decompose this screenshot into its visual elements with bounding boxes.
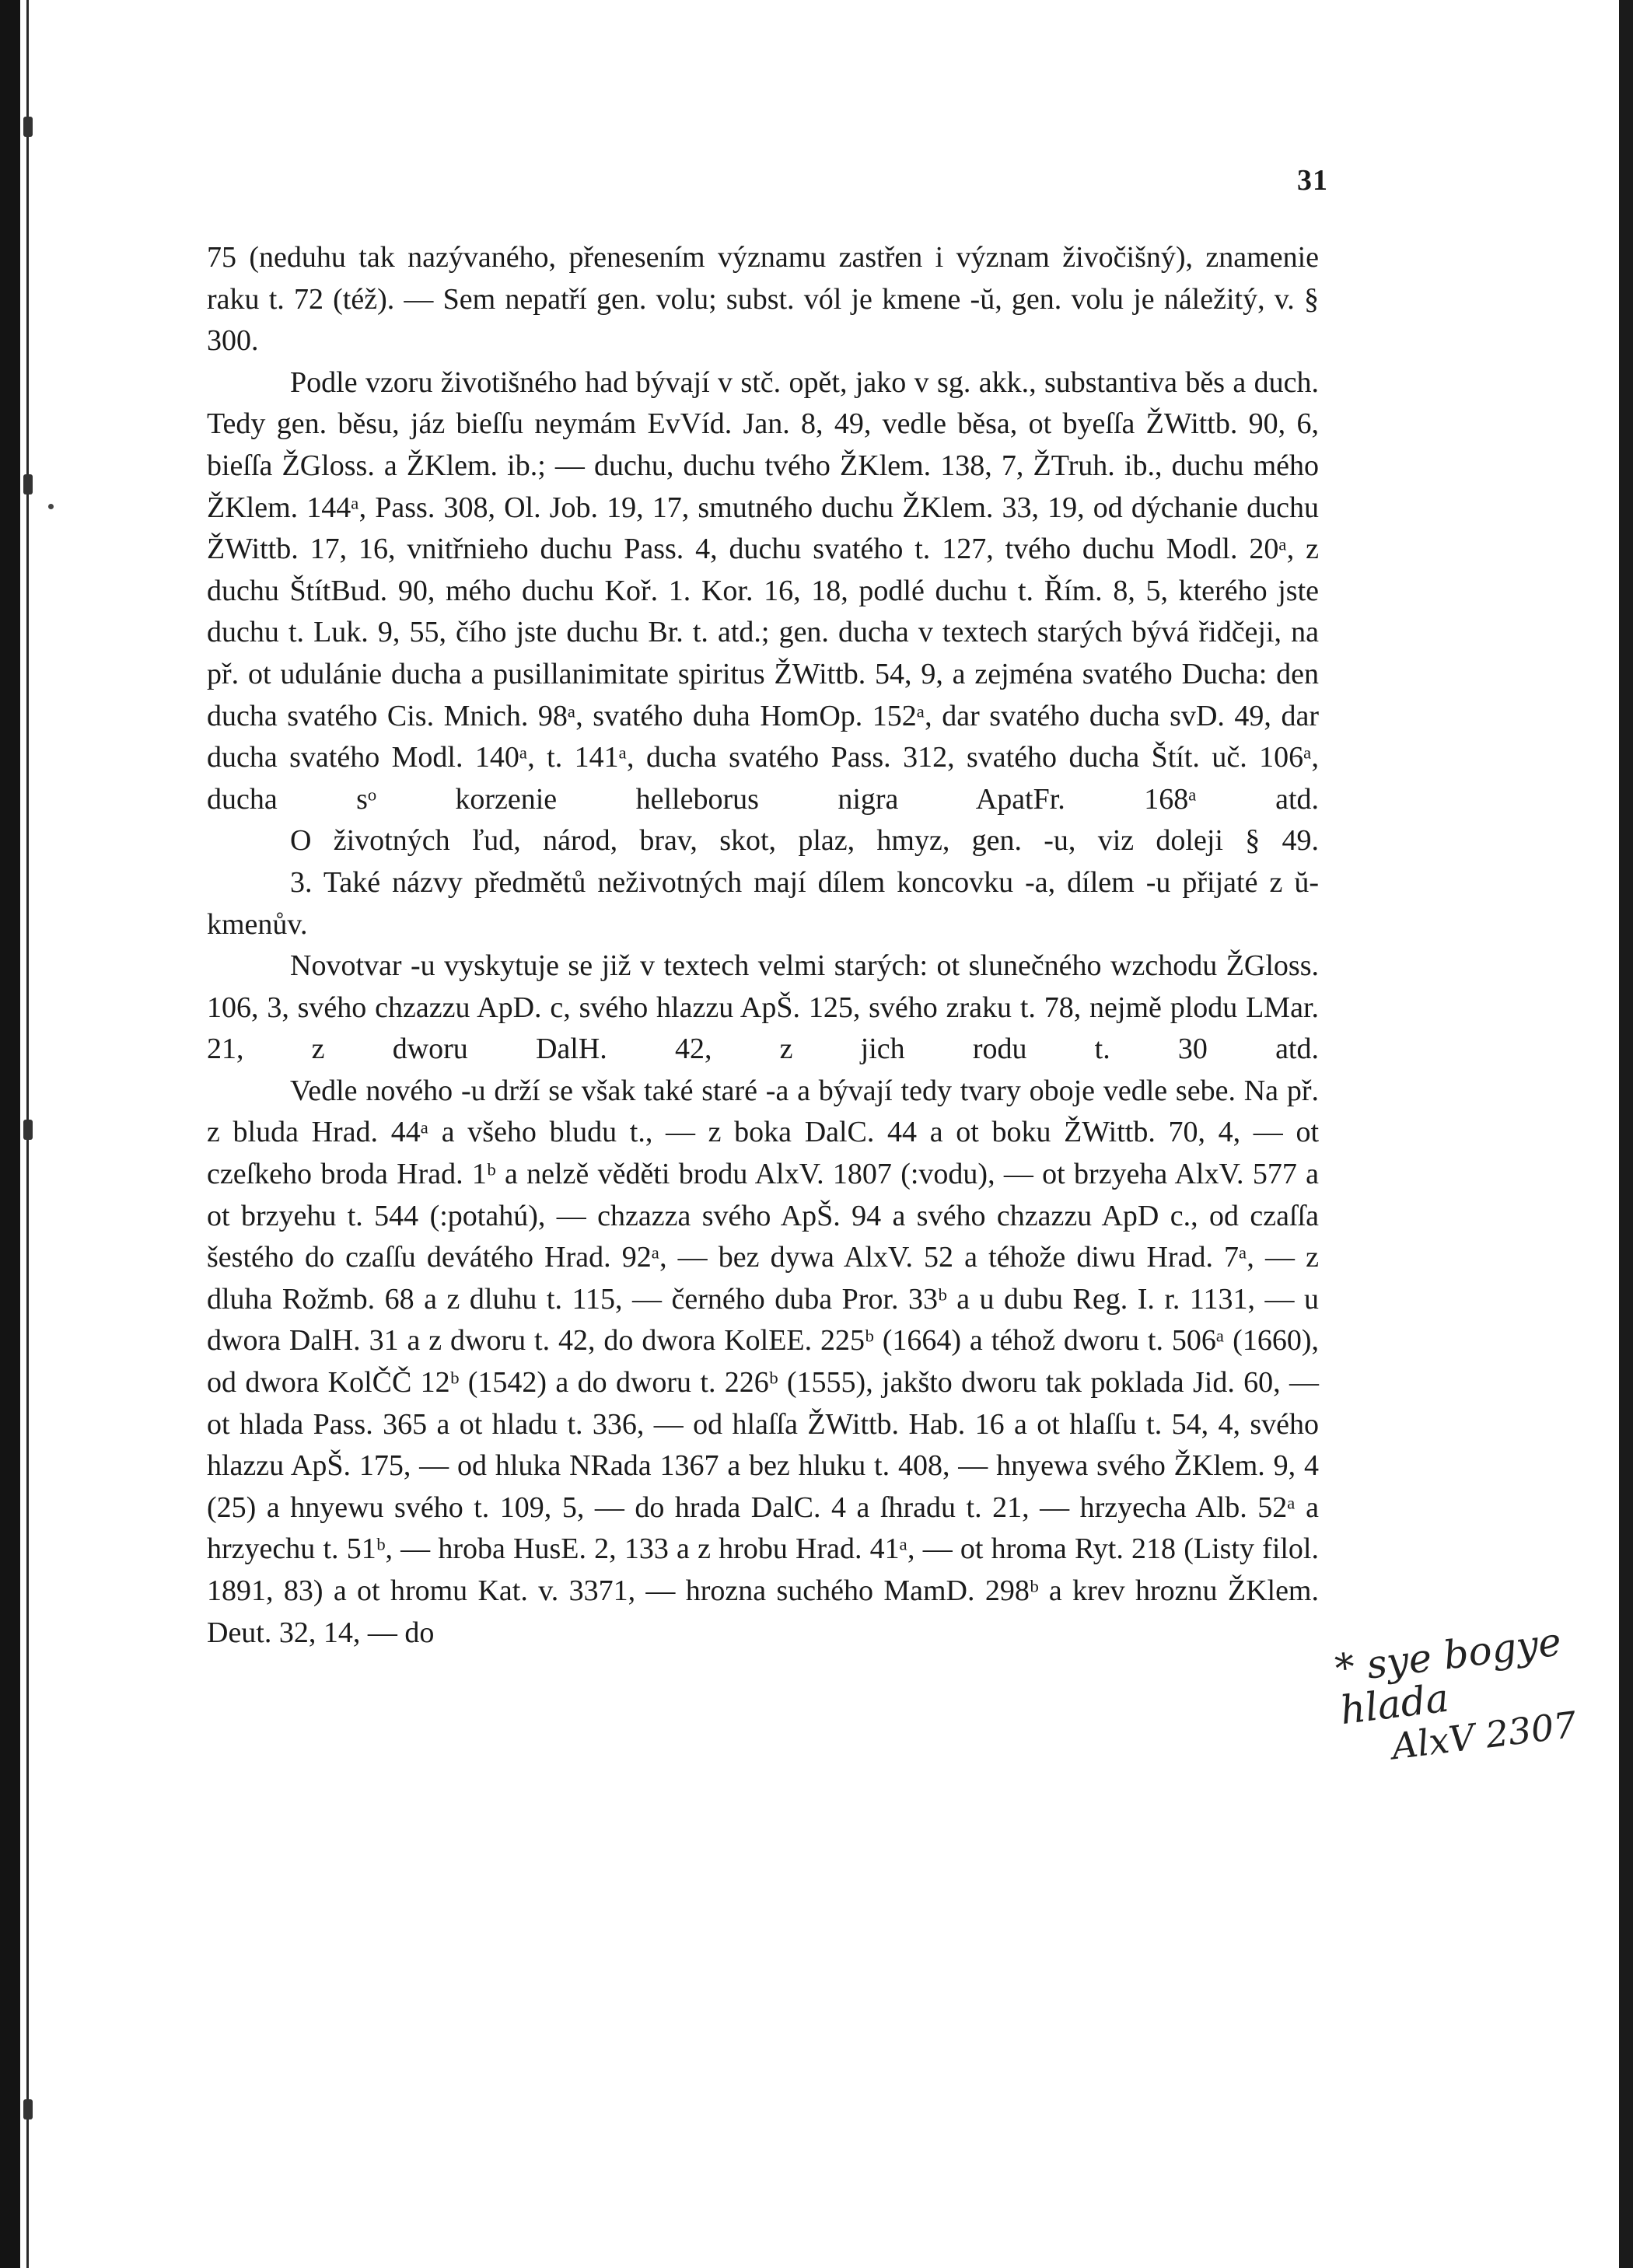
paragraph: Podle vzoru životišného had bývají v stč. opět, jako v sg. akk., substantiva běs a duch. Tedy gen. běsu, jáz bieſſu neymám EvVíd. Jan. 8, 49, vedle běsa, ot byeſſa ŽWittb. 90, 6, bieſſa ŽGloss. a ŽKlem. ib.; — duchu, duchu tvého ŽKlem. 138, 7, ŽTruh. ib., duchu mého ŽKlem. 144ᵃ, Pass. 308, Ol. Job. 19, 17, smutného duchu ŽKlem. 33, 19, od dýchanie duchu ŽWittb. 17, 16, vnitřnieho duchu Pass. 4, duchu svatého t. 127, tvého duchu Modl. 20ᵃ, z duchu ŠtítBud. 90, mého duchu Koř. 1. Kor. 16, 18, podlé duchu t. Řím. 8, 5, kterého jste duchu t. Luk. 9, 55, čího jste duchu Br. t. atd.; gen. ducha v textech starých bývá řidčeji, na př. ot udulánie ducha a pusillanimitate spiritus ŽWittb. 54, 9, a zejména svatého Ducha: den ducha svatého Cis. Mnich. 98ᵃ, svatého duha HomOp. 152ᵃ, dar svatého ducha svD. 49, dar ducha svatého Modl. 140ᵃ, t. 141ᵃ, ducha svatého Pass. 312, svatého ducha Štít. uč. 106ᵃ, ducha sᵒ korzenie helleborus nigra ApatFr. 168ᵃ atd. (207, 365, 1319, 816)
binding-mark (23, 2099, 33, 2119)
paragraph: O životných ľud, národ, brav, skot, plaz, hmyz, gen. -u, viz doleji § 49. (290, 824, 1319, 858)
paragraph: 75 (neduhu tak nazývaného, přenesením významu zastřen i význam živočišný), znamenie raku t. 72 (též). — Sem nepatří gen. volu; subst. vól je kmene -ŭ, gen. volu je náležitý, v. § 300. (207, 241, 1319, 358)
paragraph: Novotvar -u vyskytuje se již v textech velmi starých: ot slunečného wzchodu ŽGloss. 106, 3, svého chzazzu ApD. c, svého hlazzu ApŠ. 125, svého zraku t. 78, nejmě plodu LMar. 21, z dworu DalH. 42, z jich rodu t. 30 atd. (207, 949, 1319, 1066)
scan-border-right (1619, 0, 1633, 2268)
handwritten-margin-note (1333, 1613, 1633, 1774)
binding-mark (23, 117, 33, 137)
margin-note-line: AlxV 2307 (1389, 1703, 1579, 1768)
page-number: 31 (1297, 164, 1328, 197)
binding-mark (23, 1120, 33, 1140)
paragraph: Vedle nového -u drží se však také staré -a a bývají tedy tvary oboje vedle sebe. Na př. z bluda Hrad. 44ᵃ a všeho bludu t., — z boka DalC. 44 a ot boku ŽWittb. 70, 4, — ot czeſkeho broda Hrad. 1ᵇ a nelzě věděti brodu AlxV. 1807 (:vodu), — ot brzyeha AlxV. 577 a ot brzyehu t. 544 (:potahú), — chzazza svého ApŠ. 94 a svého chzazzu ApD c., od czaſſa šestého do czaſſu devátého Hrad. 92ᵃ, — bez dywa AlxV. 52 a téhože diwu Hrad. 7ᵃ, — z dluha Rožmb. 68 a z dluhu t. 115, — černého duba Pror. 33ᵇ a u dubu Reg. I. r. 1131, — u dwora DalH. 31 a z dworu t. 42, do dwora KolEE. 225ᵇ (1664) a téhož dworu t. 506ᵃ (1660), od dwora KolČČ 12ᵇ (1542) a do dworu t. 226ᵇ (1555), jakšto dworu tak poklada Jid. 60, — ot hlada Pass. 365 a ot hladu t. 336, — od hlaſſa ŽWittb. Hab. 16 a ot hlaſſu t. 54, 4, svého hlazzu ApŠ. 175, — od hluka NRada 1367 a bez hluku t. 408, — hnyewa svého ŽKlem. 9, 4 (25) a hnyewu svého t. 109, 5, — do hrada DalC. 4 a ſhradu t. 21, — hrzyecha Alb. 52ᵃ a hrzyechu t. 51ᵇ, — hroba HusE. 2, 133 a z hrobu Hrad. 41ᵃ, — ot hroma Ryt. 218 (Listy filol. 1891, 83) a ot hromu Kat. v. 3371, — hrozna suchého MamD. 298ᵇ a krev hroznu ŽKlem. Deut. 32, 14, — do (207, 1074, 1319, 1649)
body-text (207, 237, 1319, 1654)
scan-dot (48, 504, 54, 509)
binding-mark (23, 474, 33, 494)
margin-note-line: * sye bogye hlada (1332, 1619, 1564, 1734)
scan-border-left (0, 0, 20, 2268)
paragraph: 3. Také názvy předmětů neživotných mají dílem koncovku -a, dílem -u přijaté z ŭ-kmenův. (207, 865, 1319, 941)
